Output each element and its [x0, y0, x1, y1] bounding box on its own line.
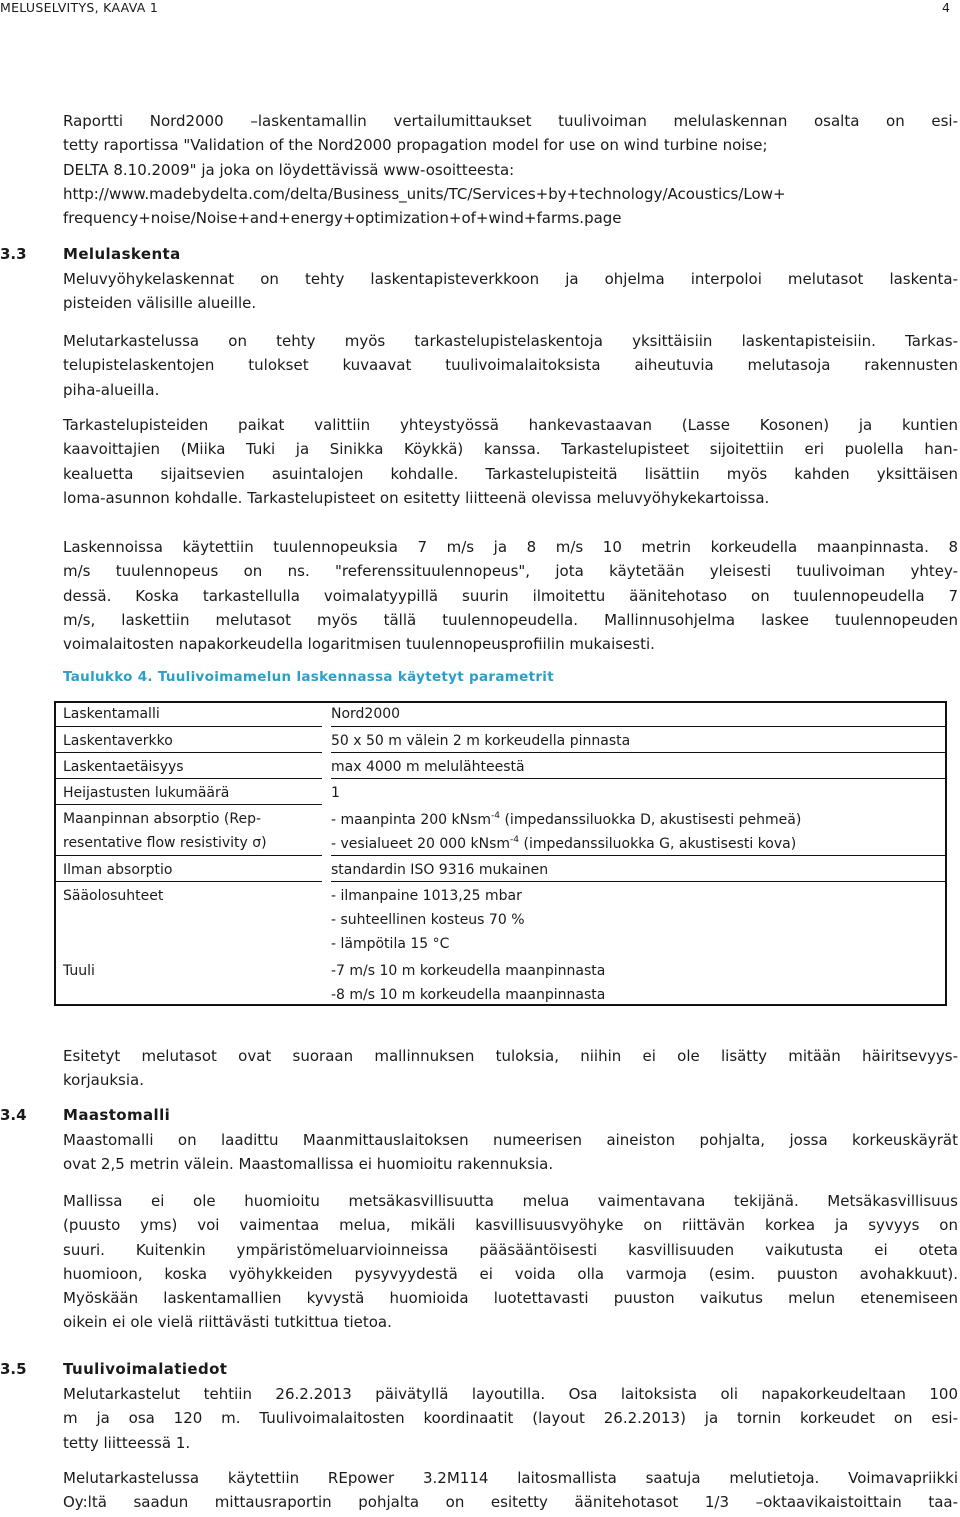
text-line: Melutarkastelussa käytettiin REpower 3.2M114 laitosmallista saatuja melutietoja. Voimavapriikki	[63, 1469, 958, 1487]
url-line: http://www.madebydelta.com/delta/Business_units/TC/Services+by+technology/Acoustics/Low+	[63, 184, 786, 203]
page-number: 4	[942, 0, 950, 15]
row-divider	[331, 752, 945, 753]
section-title: Melulaskenta	[63, 245, 181, 263]
paragraph	[63, 1382, 958, 1455]
row-divider	[56, 778, 322, 779]
superscript: -4	[510, 835, 520, 845]
section-title: Maastomalli	[63, 1106, 171, 1124]
table-row-value: -7 m/s 10 m korkeudella maanpinnasta	[331, 963, 606, 979]
table-row-label: Ilman absorptio	[63, 862, 173, 878]
text-line: huomioon, koska vyöhykkeiden pysyvyydestä ei voida olla varmoja (esim. puuston avohakkuut).	[63, 1264, 958, 1283]
text-line: Melutarkastelussa on tehty myös tarkastelupistelaskentoja yksittäisiin laskentapisteisiin. Tarkas-	[63, 332, 958, 350]
paragraph	[63, 1189, 958, 1335]
paragraph	[63, 535, 958, 656]
row-divider	[56, 881, 322, 882]
text-line: tetty liitteessä 1.	[63, 1433, 191, 1452]
table-row-label: Sääolosuhteet	[63, 888, 164, 904]
text-line: Myöskään laskentamallien kyvystä huomioida luotettavasti puuston vaikutus melun etenemiseen	[63, 1289, 958, 1308]
table-row-value: 50 x 50 m välein 2 m korkeudella pinnasta	[331, 733, 631, 749]
superscript: -4	[491, 811, 501, 821]
table-row-value: 1	[331, 785, 340, 801]
section-title: Tuulivoimalatiedot	[63, 1360, 228, 1378]
table-row-value: - lämpötila 15 °C	[331, 936, 450, 952]
text-line: Meluvyöhykelaskennat on tehty laskentapisteverkkoon ja ohjelma interpoloi melutasot laskenta-	[63, 270, 958, 288]
text-line: pisteiden välisille alueille.	[63, 294, 257, 313]
table-row-value: standardin ISO 9316 mukainen	[331, 862, 549, 878]
paragraph	[63, 1466, 958, 1515]
table-row-label: Laskentaetäisyys	[63, 759, 184, 775]
text-line: Maastomalli on laadittu Maanmittauslaitoksen numeerisen aineiston pohjalta, jossa korkeuskäyrät	[63, 1131, 958, 1149]
row-divider	[331, 855, 945, 856]
row-divider	[56, 855, 322, 856]
table-row-value	[331, 835, 796, 852]
text-line: Oy:ltä saadun mittausraportin pohjalta on esitetty äänitehotasot 1/3 –oktaavikaistoittain taa-	[63, 1493, 958, 1512]
table-row-label: Laskentamalli	[63, 706, 160, 722]
paragraph	[63, 413, 958, 510]
document-header-title: MELUSELVITYS, KAAVA 1	[0, 0, 159, 15]
row-divider	[331, 881, 945, 882]
text-line: kealuetta sijaitsevien asuintalojen kohdalle. Tarkastelupisteitä lisättiin myös kahden yksittäisen	[63, 464, 958, 483]
table-caption: Taulukko 4. Tuulivoimamelun laskennassa käytetyt parametrit	[63, 669, 554, 685]
table-row-label: Maanpinnan absorptio (Rep-	[63, 811, 262, 827]
table-row-label: Laskentaverkko	[63, 733, 173, 749]
value-text: - vesialueet 20 000 kNsm	[331, 836, 511, 852]
table-row-value: - ilmanpaine 1013,25 mbar	[331, 888, 522, 904]
text-line: DELTA 8.10.2009" ja joka on löydettävissä www-osoitteesta:	[63, 160, 515, 179]
text-line: Melutarkastelut tehtiin 26.2.2013 päivätyllä layoutilla. Osa laitoksista oli napakorkeudeltaan 100	[63, 1385, 958, 1403]
text-line: voimalaitosten napakorkeudella logaritmisen tuulennopeusprofiilin mukaisesti.	[63, 635, 655, 654]
text-line: korjauksia.	[63, 1071, 144, 1090]
text-line: Raportti Nord2000 –laskentamallin vertailumittaukset tuulivoiman melulaskennan osalta on esi-	[63, 112, 958, 130]
text-line: Mallissa ei ole huomioitu metsäkasvillisuutta melua vaimentavana tekijänä. Metsäkasvillisuus	[63, 1192, 958, 1210]
table-row-label: Tuuli	[63, 963, 95, 979]
row-divider	[331, 726, 945, 727]
url-line: frequency+noise/Noise+and+energy+optimization+of+wind+farms.page	[63, 209, 622, 228]
intro-paragraph	[63, 109, 958, 230]
text-line: tetty raportissa "Validation of the Nord2000 propagation model for use on wind turbine noise;	[63, 136, 768, 155]
text-line: kaavoittajien (Miika Tuki ja Sinikka Köykkä) kanssa. Tarkastelupisteet sijoitettiin eri puolella han-	[63, 440, 958, 459]
table-row-value: -8 m/s 10 m korkeudella maanpinnasta	[331, 987, 606, 1003]
text-line: piha-alueilla.	[63, 380, 160, 399]
paragraph	[63, 1044, 958, 1093]
table-row-label: Heijastusten lukumäärä	[63, 785, 230, 801]
value-text: (impedanssiluokka D, akustisesti pehmeä)	[500, 812, 802, 828]
row-divider	[331, 778, 945, 779]
table-row-value	[331, 811, 801, 828]
text-line: Tarkastelupisteiden paikat valittiin yhteystyössä hankevastaavan (Lasse Kosonen) ja kuntien	[63, 416, 958, 434]
paragraph	[63, 1128, 958, 1177]
table-row-label: resentative flow resistivity σ)	[63, 835, 267, 851]
text-line: telupistelaskentojen tulokset kuvaavat tuulivoimalaitoksista aiheutuvia melutasoja rakennusten	[63, 356, 958, 375]
text-line: ovat 2,5 metrin välein. Maastomallissa ei huomioitu rakennuksia.	[63, 1155, 554, 1174]
text-line: oikein ei ole vielä riittävästi tutkittua tietoa.	[63, 1313, 392, 1332]
section-number: 3.4	[0, 1106, 27, 1124]
text-line: m/s tuulennopeus on ns. "referenssituulennopeus", jota käytetään yleisesti tuulivoiman yhtey-	[63, 562, 958, 581]
section-number: 3.3	[0, 245, 27, 263]
section-number: 3.5	[0, 1360, 27, 1378]
parameter-table	[54, 701, 947, 1006]
row-divider	[56, 726, 322, 727]
text-line: dessä. Koska tarkastellulla voimalatyypillä suurin ilmoitettu äänitehotaso on tuulennopeudella 7	[63, 586, 958, 605]
table-row-value: max 4000 m melulähteestä	[331, 759, 525, 775]
paragraph	[63, 329, 958, 402]
row-divider	[56, 752, 322, 753]
text-line: suuri. Kuitenkin ympäristömeluarvioinneissa pääsääntöisesti kasvillisuuden vaikutusta ei oteta	[63, 1240, 958, 1259]
text-line: (puusto yms) voi vaimentaa melua, mikäli kasvillisuusvyöhyke on riittävän korkea ja syvyys on	[63, 1216, 958, 1235]
table-row-value: Nord2000	[331, 706, 401, 722]
value-text: (impedanssiluokka G, akustisesti kova)	[519, 836, 797, 852]
row-divider	[56, 804, 322, 805]
text-line: Laskennoissa käytettiin tuulennopeuksia 7 m/s ja 8 m/s 10 metrin korkeudella maanpinnasta. 8	[63, 538, 958, 556]
table-row-value: - suhteellinen kosteus 70 %	[331, 912, 525, 928]
text-line: m/s, laskettiin melutasot myös tällä tuulennopeudella. Mallinnusohjelma laskee tuulennopeuden	[63, 610, 958, 629]
text-line: Esitetyt melutasot ovat suoraan mallinnuksen tuloksia, niihin ei ole lisätty mitään häiritsevyys-	[63, 1047, 958, 1065]
text-line: m ja osa 120 m. Tuulivoimalaitosten koordinaatit (layout 26.2.2013) ja tornin korkeudet on esi-	[63, 1409, 958, 1428]
value-text: - maanpinta 200 kNsm	[331, 812, 492, 828]
paragraph	[63, 267, 958, 316]
text-line: loma-asunnon kohdalle. Tarkastelupisteet on esitetty liitteenä olevissa meluvyöhykekartoissa.	[63, 488, 770, 507]
